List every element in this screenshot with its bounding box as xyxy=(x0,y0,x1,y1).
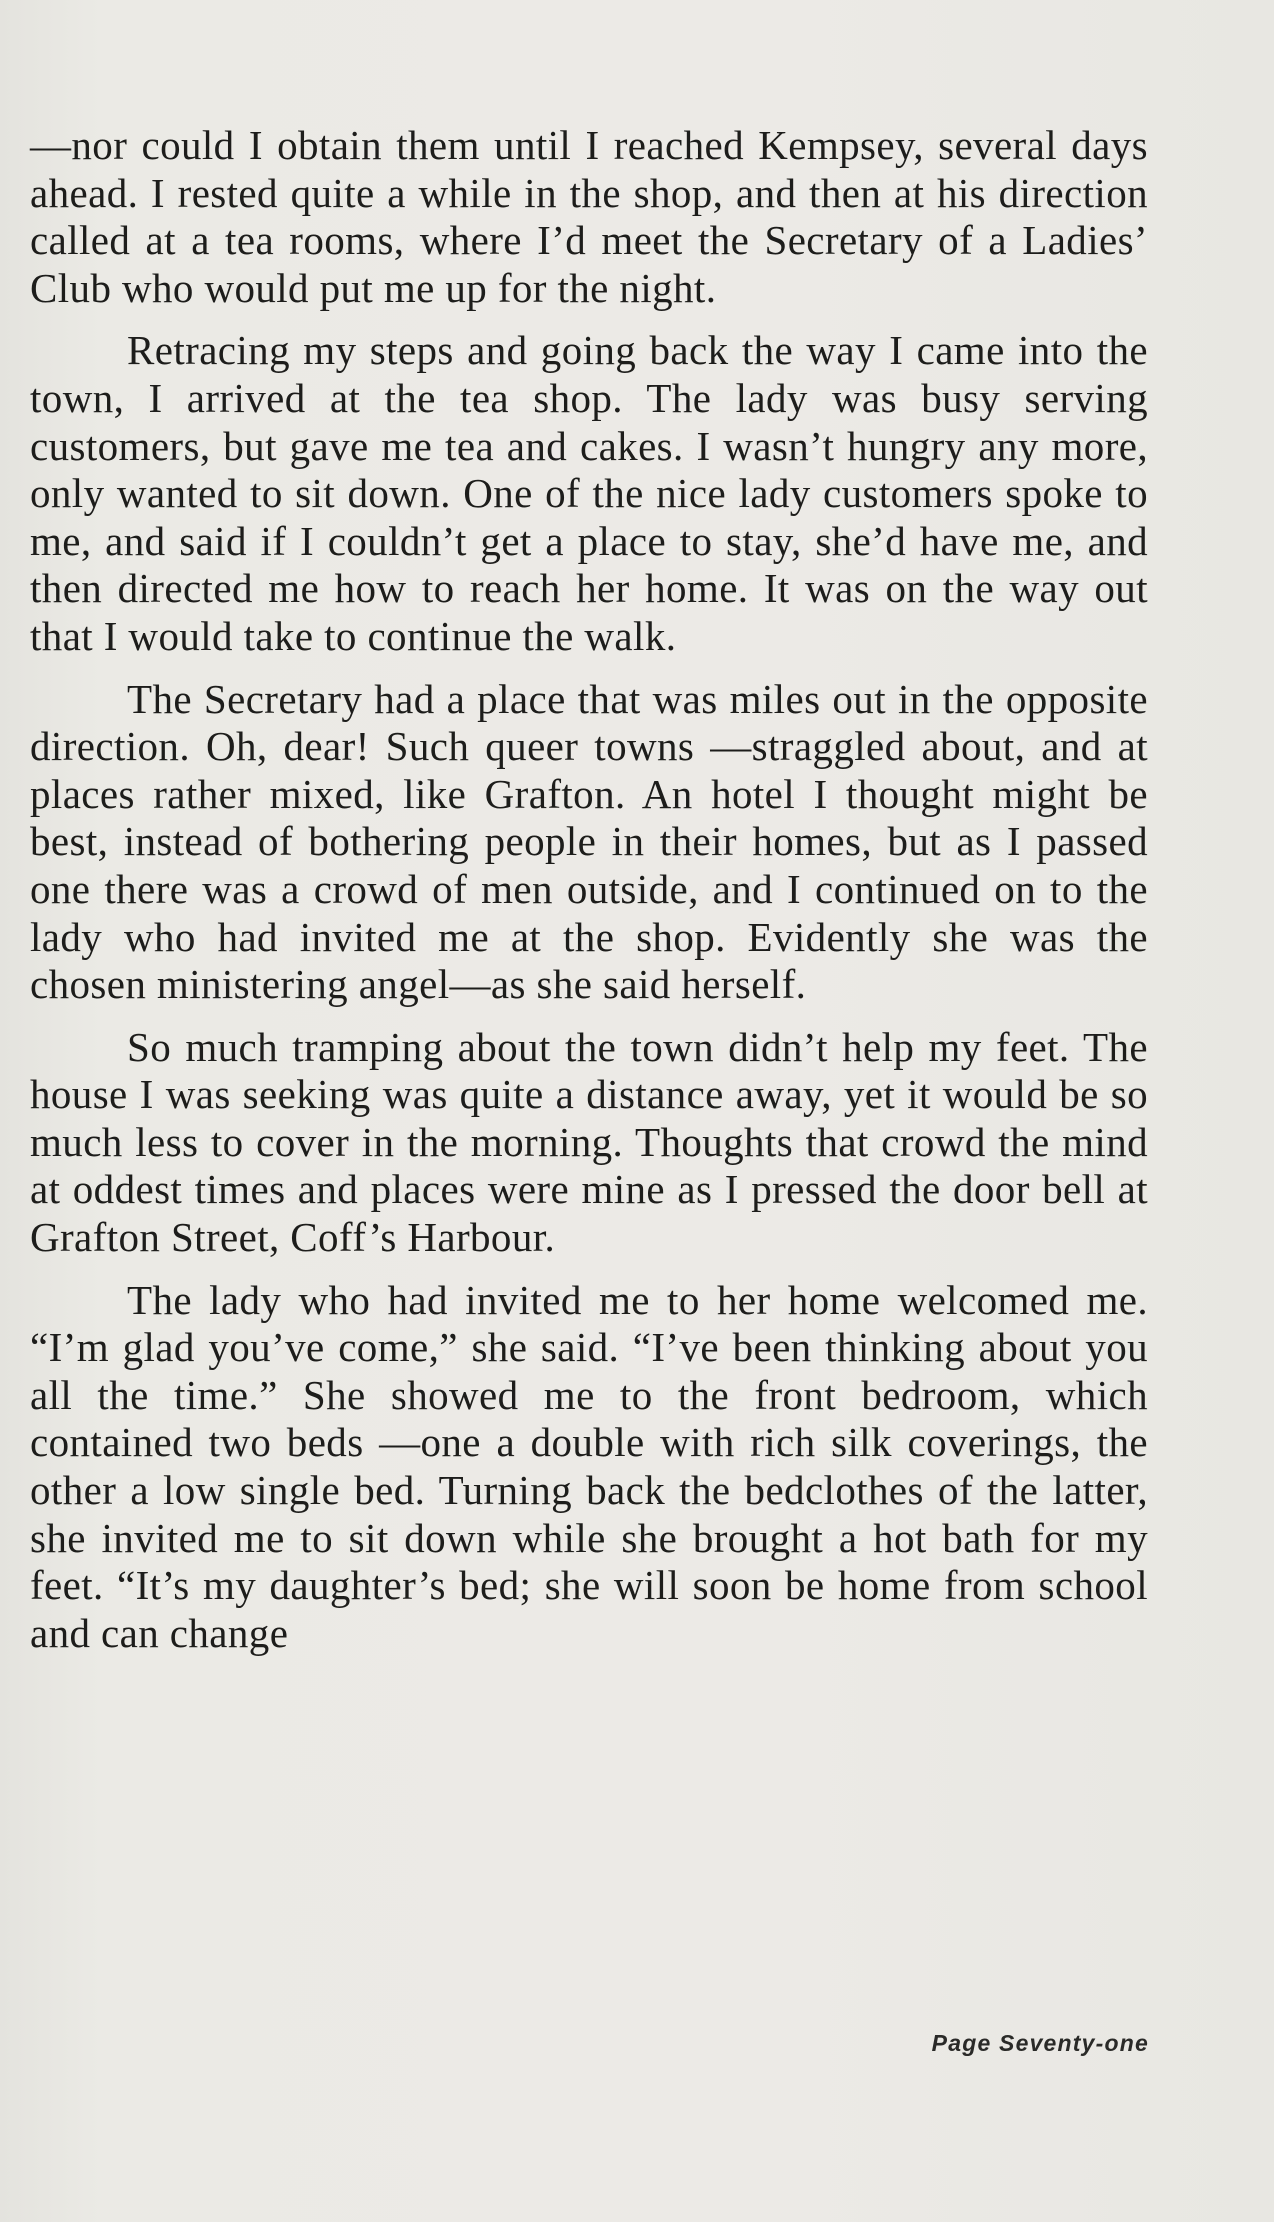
paragraph-3: The Secretary had a place that was miles out in the opposite direction. Oh, dear! Such queer towns —straggled about, and at places rather mixed, like Grafton. An hotel I thought might be best, instead of bothering people in their homes, but as I passed one there was a crowd of men outside, and I continued on to the lady who had invited me at the shop. Evidently she was the chosen ministering angel—as she said herself. xyxy=(30,675,1148,1008)
body-text xyxy=(30,122,1148,1672)
paragraph-2: Retracing my steps and going back the way I came into the town, I arrived at the tea shop. The lady was busy serving customers, but gave me tea and cakes. I wasn’t hungry any more, only wanted to sit down. One of the nice lady customers spoke to me, and said if I couldn’t get a place to stay, she’d have me, and then directed me how to reach her home. It was on the way out that I would take to continue the walk. xyxy=(30,327,1148,659)
paragraph-5: The lady who had invited me to her home welcomed me. “I’m glad you’ve come,” she said. “I’ve been thinking about you all the time.” She showed me to the front bedroom, which contained two beds —one a double with rich silk coverings, the other a low single bed. Turning back the bedclothes of the latter, she invited me to sit down while she brought a hot bath for my feet. “It’s my daughter’s bed; she will soon be home from school and can change xyxy=(30,1276,1148,1656)
page-number: Page Seventy-one xyxy=(931,2030,1149,2056)
paragraph-4: So much tramping about the town didn’t help my feet. The house I was seeking was quite a distance away, yet it would be so much less to cover in the morning. Thoughts that crowd the mind at oddest times and places were mine as I pressed the door bell at Grafton Street, Coff’s Harbour. xyxy=(30,1023,1148,1261)
paragraph-1: —nor could I obtain them until I reached Kempsey, several days ahead. I rested quite a while in the shop, and then at his direction called at a tea rooms, where I’d meet the Secretary of a Ladies’ Club who would put me up for the night. xyxy=(30,122,1148,311)
